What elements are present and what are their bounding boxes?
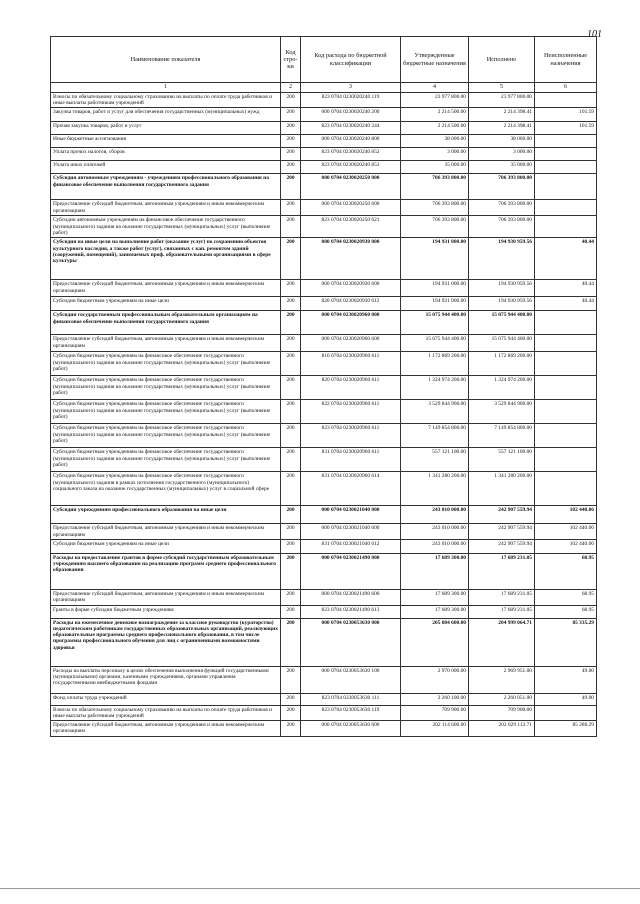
row-remaining: 49.00 <box>535 693 597 705</box>
table-row <box>51 589 597 605</box>
table-row <box>51 352 597 376</box>
row-approved: 194 931 000.00 <box>401 280 469 297</box>
table-row <box>51 238 597 280</box>
table-row <box>51 148 597 161</box>
row-executed: 204 999 064.71 <box>469 618 535 666</box>
row-remaining: 40.44 <box>535 280 597 297</box>
row-budget-code: 823 0704 0230020960 611 <box>301 424 401 448</box>
row-name: Субсидии бюджетным учреждениям на финансовое обеспечение государственного (муниципального) задания на оказание государственных (муниципальных) услуг (выполнение работ) <box>51 400 281 424</box>
row-remaining: 85 335.29 <box>535 618 597 666</box>
row-line-code: 200 <box>281 200 301 216</box>
row-name: Субсидия автономным учреждениям - учреждениям профессионального образования на финансовое обеспечение выполнения государственного задания <box>51 174 281 200</box>
row-name: Предоставление субсидий бюджетным, автономным учреждениям и иным некоммерческим организациям <box>51 589 281 605</box>
row-remaining <box>535 424 597 448</box>
row-budget-code: 816 0704 0230020960 611 <box>301 352 401 376</box>
row-name: Фонд оплаты труда учреждений <box>51 693 281 705</box>
row-line-code: 200 <box>281 472 301 506</box>
row-executed: 17 689 231.05 <box>469 605 535 618</box>
row-budget-code: 823 0704 0230053630 119 <box>301 705 401 720</box>
col-number: 2 <box>281 83 301 93</box>
row-remaining: 101.59 <box>535 122 597 135</box>
row-name: Взносы по обязательному социальному страхованию на выплаты по оплате труда работников и иные выплаты работникам учреждений <box>51 705 281 720</box>
row-line-code: 200 <box>281 400 301 424</box>
row-budget-code: 820 0704 0230020960 611 <box>301 376 401 400</box>
row-budget-code: 831 0704 0230021040 612 <box>301 539 401 553</box>
row-approved: 35 000.00 <box>401 161 469 174</box>
row-remaining: 68.95 <box>535 589 597 605</box>
row-line-code: 200 <box>281 135 301 148</box>
row-name: Субсидии бюджетным учреждениям на финансовое обеспечение государственного (муниципального) задания на оказание государственных (муниципальных) услуг (выполнение работ) <box>51 424 281 448</box>
row-name: Субсидии автономным учреждениям на финансовое обеспечение государственного (муниципального) задания на оказание государственных (муниципальных) услуг (выполнение работ) <box>51 216 281 238</box>
row-line-code: 200 <box>281 216 301 238</box>
row-budget-code: 831 0704 0230020960 611 <box>301 448 401 472</box>
row-budget-code: 823 0704 0230020250 621 <box>301 216 401 238</box>
row-name: Закупка товаров, работ и услуг для обеспечения государственных (муниципальных) нужд <box>51 108 281 122</box>
row-remaining: 40.44 <box>535 238 597 280</box>
row-budget-code: 000 0704 0230053630 600 <box>301 721 401 736</box>
row-executed: 194 930 959.56 <box>469 280 535 297</box>
row-remaining <box>535 448 597 472</box>
row-budget-code: 823 0704 0230053630 111 <box>301 693 401 705</box>
row-executed: 709 900.00 <box>469 705 535 720</box>
row-approved: 1 172 869 200.00 <box>401 352 469 376</box>
row-approved: 3 000.00 <box>401 148 469 161</box>
row-name: Предоставление субсидий бюджетным, автономным учреждениям и иным некоммерческим организациям <box>51 335 281 352</box>
table-row <box>51 297 597 311</box>
row-line-code: 200 <box>281 448 301 472</box>
row-line-code: 200 <box>281 705 301 720</box>
table-row <box>51 174 597 200</box>
row-approved: 1 341 280 200.00 <box>401 472 469 506</box>
row-executed: 17 689 231.05 <box>469 589 535 605</box>
header-row <box>51 37 597 83</box>
table-row <box>51 280 597 297</box>
row-budget-code: 820 0704 0230020930 612 <box>301 297 401 311</box>
table-row <box>51 693 597 705</box>
col-number: 6 <box>535 83 597 93</box>
row-budget-code: 823 0704 0230020240 119 <box>301 92 401 107</box>
table-row <box>51 335 597 352</box>
row-budget-code: 000 0704 0230020960 000 <box>301 311 401 335</box>
row-executed: 2 214 398.41 <box>469 108 535 122</box>
row-line-code: 200 <box>281 589 301 605</box>
page-number: 101 <box>587 29 602 40</box>
row-budget-code: 000 0704 0230020930 000 <box>301 238 401 280</box>
row-remaining: 102 440.06 <box>535 506 597 524</box>
row-budget-code: 000 0704 0230020930 600 <box>301 280 401 297</box>
row-name: Предоставление субсидий бюджетным, автономным учреждениям и иным некоммерческим организациям <box>51 200 281 216</box>
table-row <box>51 506 597 524</box>
table-row <box>51 108 597 122</box>
row-line-code: 200 <box>281 721 301 736</box>
row-line-code: 200 <box>281 311 301 335</box>
table-row <box>51 666 597 693</box>
row-approved: 243 010 000.00 <box>401 506 469 524</box>
row-name: Взносы по обязательному социальному страхованию на выплаты по оплате труда работников и иные выплаты работникам учреждений <box>51 92 281 107</box>
row-name: Уплата прочих налогов, сборов <box>51 148 281 161</box>
row-executed: 7 149 854 800.00 <box>469 424 535 448</box>
header-budget-code: Код расхода по бюджетной классификации <box>301 37 401 83</box>
row-budget-code: 000 0704 0230020240 800 <box>301 135 401 148</box>
row-remaining: 49.00 <box>535 666 597 693</box>
row-budget-code: 822 0704 0230020960 611 <box>301 400 401 424</box>
row-name: Предоставление субсидий бюджетным, автономным учреждениям и иным некоммерческим организациям <box>51 280 281 297</box>
row-executed: 1 172 869 200.00 <box>469 352 535 376</box>
row-line-code: 200 <box>281 280 301 297</box>
row-name: Предоставление субсидий бюджетным, автономным учреждениям и иным некоммерческим организациям <box>51 524 281 539</box>
row-executed: 194 930 959.56 <box>469 297 535 311</box>
row-approved: 17 689 300.00 <box>401 605 469 618</box>
col-number: 4 <box>401 83 469 93</box>
header-executed: Исполнено <box>469 37 535 83</box>
table-row <box>51 92 597 107</box>
row-budget-code: 000 0704 0230021490 000 <box>301 553 401 589</box>
table-row <box>51 539 597 553</box>
row-remaining <box>535 216 597 238</box>
row-budget-code: 000 0704 0230020240 200 <box>301 108 401 122</box>
row-remaining <box>535 376 597 400</box>
table-row <box>51 721 597 736</box>
row-approved: 205 084 600.00 <box>401 618 469 666</box>
row-budget-code: 000 0704 0230020250 000 <box>301 174 401 200</box>
row-executed: 38 000.00 <box>469 135 535 148</box>
row-name: Субсидии бюджетным учреждениям на финансовое обеспечение государственного (муниципального) задания на оказание государственных (муниципальных) услуг (выполнение работ) <box>51 376 281 400</box>
row-name: Субсидии государственным профессиональным образовательным организациям на финансовое обеспечение выполнения государственного задания <box>51 311 281 335</box>
row-executed: 17 689 231.05 <box>469 553 535 589</box>
row-approved: 2 260 100.00 <box>401 693 469 705</box>
row-approved: 7 149 854 800.00 <box>401 424 469 448</box>
row-executed: 242 907 559.94 <box>469 524 535 539</box>
row-approved: 3 529 844 900.00 <box>401 400 469 424</box>
row-approved: 2 970 000.00 <box>401 666 469 693</box>
row-executed: 23 977 800.00 <box>469 92 535 107</box>
row-line-code: 200 <box>281 524 301 539</box>
table-row <box>51 705 597 720</box>
row-executed: 2 260 051.00 <box>469 693 535 705</box>
row-remaining <box>535 400 597 424</box>
row-line-code: 200 <box>281 161 301 174</box>
row-remaining <box>535 352 597 376</box>
row-executed: 3 529 844 900.00 <box>469 400 535 424</box>
header-approved: Утвержденные бюджетные назначения <box>401 37 469 83</box>
row-approved: 2 214 500.00 <box>401 108 469 122</box>
table-row <box>51 448 597 472</box>
row-executed: 2 214 398.41 <box>469 122 535 135</box>
col-number: 1 <box>51 83 281 93</box>
row-budget-code: 000 0704 0230020960 600 <box>301 335 401 352</box>
col-number: 5 <box>469 83 535 93</box>
row-name: Субсидия на иные цели на выполнение работ (оказание услуг) по сохранению объектов культурного наследия, а также работ (услуг), связанных с кап. ремонтом зданий (сооружений, помещений), занимаемых проф. образовательными организациями в сфере культуры <box>51 238 281 280</box>
row-budget-code: 000 0704 0230021040 000 <box>301 506 401 524</box>
row-remaining: 102 440.06 <box>535 539 597 553</box>
row-approved: 202 114 600.00 <box>401 721 469 736</box>
row-approved: 709 900.00 <box>401 705 469 720</box>
row-budget-code: 823 0704 0230020240 244 <box>301 122 401 135</box>
row-approved: 243 010 000.00 <box>401 539 469 553</box>
row-name: Субсидии бюджетным учреждениям на иные цели <box>51 539 281 553</box>
row-remaining <box>535 200 597 216</box>
row-budget-code: 823 0704 0230020240 852 <box>301 148 401 161</box>
row-remaining: 40.44 <box>535 297 597 311</box>
row-name: Расходы на предоставление грантов в форме субсидий государственным образовательным учреждениям высшего образования на реализацию программ среднего профессионального образования <box>51 553 281 589</box>
row-executed: 706 393 800.00 <box>469 174 535 200</box>
row-line-code: 200 <box>281 122 301 135</box>
row-name: Субсидии учреждениям профессионального образования на иные цели <box>51 506 281 524</box>
row-remaining <box>535 705 597 720</box>
row-line-code: 200 <box>281 666 301 693</box>
row-budget-code: 823 0704 0230021490 613 <box>301 605 401 618</box>
row-executed: 3 000.00 <box>469 148 535 161</box>
row-name: Субсидии бюджетным учреждениям на финансовое обеспечение государственного (муниципального) задания на оказание государственных (муниципальных) услуг (выполнение работ) <box>51 448 281 472</box>
row-executed: 706 393 800.00 <box>469 200 535 216</box>
page-bottom-divider <box>0 888 640 889</box>
row-name: Прочая закупка товаров, работ и услуг <box>51 122 281 135</box>
row-name: Субсидии бюджетным учреждениям на финансовое обеспечение государственного (муниципального) задания на оказание государственных (муниципальных) услуг (выполнение работ) <box>51 352 281 376</box>
table-row <box>51 424 597 448</box>
table-row <box>51 376 597 400</box>
row-budget-code: 000 0704 0230021040 600 <box>301 524 401 539</box>
header-line-code: Код стро- ки <box>281 37 301 83</box>
row-remaining <box>535 161 597 174</box>
table-row <box>51 472 597 506</box>
column-number-row <box>51 83 597 93</box>
row-executed: 15 075 944 400.00 <box>469 311 535 335</box>
table-row <box>51 553 597 589</box>
row-approved: 17 689 300.00 <box>401 589 469 605</box>
row-executed: 1 341 280 200.00 <box>469 472 535 506</box>
row-approved: 15 075 944 400.00 <box>401 311 469 335</box>
row-approved: 38 000.00 <box>401 135 469 148</box>
row-line-code: 200 <box>281 148 301 161</box>
row-name: Гранты в форме субсидии бюджетным учреждениям <box>51 605 281 618</box>
row-remaining <box>535 335 597 352</box>
row-line-code: 200 <box>281 693 301 705</box>
row-name: Уплата иных платежей <box>51 161 281 174</box>
row-remaining: 101.59 <box>535 108 597 122</box>
table-row <box>51 618 597 666</box>
row-remaining: 85 286.29 <box>535 721 597 736</box>
row-remaining <box>535 148 597 161</box>
row-remaining <box>535 174 597 200</box>
row-approved: 706 393 800.00 <box>401 174 469 200</box>
table-row <box>51 135 597 148</box>
row-executed: 35 000.00 <box>469 161 535 174</box>
row-executed: 242 907 559.94 <box>469 506 535 524</box>
row-approved: 194 931 000.00 <box>401 238 469 280</box>
row-line-code: 200 <box>281 238 301 280</box>
row-line-code: 200 <box>281 174 301 200</box>
row-line-code: 200 <box>281 376 301 400</box>
row-budget-code: 000 0704 0230020250 600 <box>301 200 401 216</box>
table-row <box>51 311 597 335</box>
row-line-code: 200 <box>281 92 301 107</box>
header-remaining: Неисполненные назначения <box>535 37 597 83</box>
row-line-code: 200 <box>281 605 301 618</box>
row-line-code: 200 <box>281 618 301 666</box>
row-budget-code: 000 0704 0230053630 100 <box>301 666 401 693</box>
row-executed: 202 029 113.71 <box>469 721 535 736</box>
header-name: Наименование показателя <box>51 37 281 83</box>
row-approved: 706 393 800.00 <box>401 216 469 238</box>
row-approved: 23 977 800.00 <box>401 92 469 107</box>
row-line-code: 200 <box>281 539 301 553</box>
table-row <box>51 216 597 238</box>
table-row <box>51 400 597 424</box>
row-budget-code: 823 0704 0230020240 853 <box>301 161 401 174</box>
row-executed: 706 393 800.00 <box>469 216 535 238</box>
row-budget-code: 000 0704 0230021490 600 <box>301 589 401 605</box>
row-name: Иные бюджетные ассигнования <box>51 135 281 148</box>
row-line-code: 200 <box>281 335 301 352</box>
row-remaining <box>535 472 597 506</box>
row-approved: 17 689 300.00 <box>401 553 469 589</box>
row-remaining: 68.95 <box>535 605 597 618</box>
table-row <box>51 524 597 539</box>
row-remaining: 68.95 <box>535 553 597 589</box>
row-approved: 1 324 974 200.00 <box>401 376 469 400</box>
row-name: Расходы на ежемесячное денежное вознаграждение за классное руководство (кураторство) педагогическим работникам государственных образовательных организаций, реализующих образовательные программы среднего профессионального образования, в том числе программы профессионального обучения для лиц с ограниченными возможностями здоровья <box>51 618 281 666</box>
row-approved: 194 931 000.00 <box>401 297 469 311</box>
col-number: 3 <box>301 83 401 93</box>
table-row <box>51 605 597 618</box>
row-executed: 194 930 959.56 <box>469 238 535 280</box>
budget-table <box>50 36 597 737</box>
row-remaining: 102 440.06 <box>535 524 597 539</box>
row-approved: 706 393 800.00 <box>401 200 469 216</box>
row-name: Расходы на выплаты персоналу в целях обеспечения выполнения функций государственными (муниципальными) органами, казенными учреждениями, органами управления государственными внебюджетными фондами <box>51 666 281 693</box>
row-approved: 557 121 100.00 <box>401 448 469 472</box>
row-line-code: 200 <box>281 352 301 376</box>
row-executed: 242 907 559.94 <box>469 539 535 553</box>
row-line-code: 200 <box>281 108 301 122</box>
row-approved: 15 075 944 400.00 <box>401 335 469 352</box>
row-remaining <box>535 92 597 107</box>
row-line-code: 200 <box>281 424 301 448</box>
table-row <box>51 161 597 174</box>
row-remaining <box>535 311 597 335</box>
row-executed: 557 121 100.00 <box>469 448 535 472</box>
table-row <box>51 122 597 135</box>
row-remaining <box>535 135 597 148</box>
row-approved: 2 214 500.00 <box>401 122 469 135</box>
row-line-code: 200 <box>281 506 301 524</box>
row-budget-code: 831 0704 0230020960 614 <box>301 472 401 506</box>
row-name: Предоставление субсидий бюджетным, автономным учреждениям и иным некоммерческим организациям <box>51 721 281 736</box>
table-row <box>51 200 597 216</box>
row-name: Субсидии бюджетным учреждениям на финансовое обеспечение государственного (муниципального) задания в рамках исполнения государственного (муниципального) социального заказа на оказание государственных (муниципальных) услуг в социальной сфере <box>51 472 281 506</box>
row-executed: 1 324 974 200.00 <box>469 376 535 400</box>
row-name: Субсидии бюджетным учреждениям на иные цели <box>51 297 281 311</box>
row-executed: 15 075 944 400.00 <box>469 335 535 352</box>
row-approved: 243 010 000.00 <box>401 524 469 539</box>
row-executed: 2 969 951.00 <box>469 666 535 693</box>
row-line-code: 200 <box>281 553 301 589</box>
row-budget-code: 000 0704 0230053630 000 <box>301 618 401 666</box>
row-line-code: 200 <box>281 297 301 311</box>
